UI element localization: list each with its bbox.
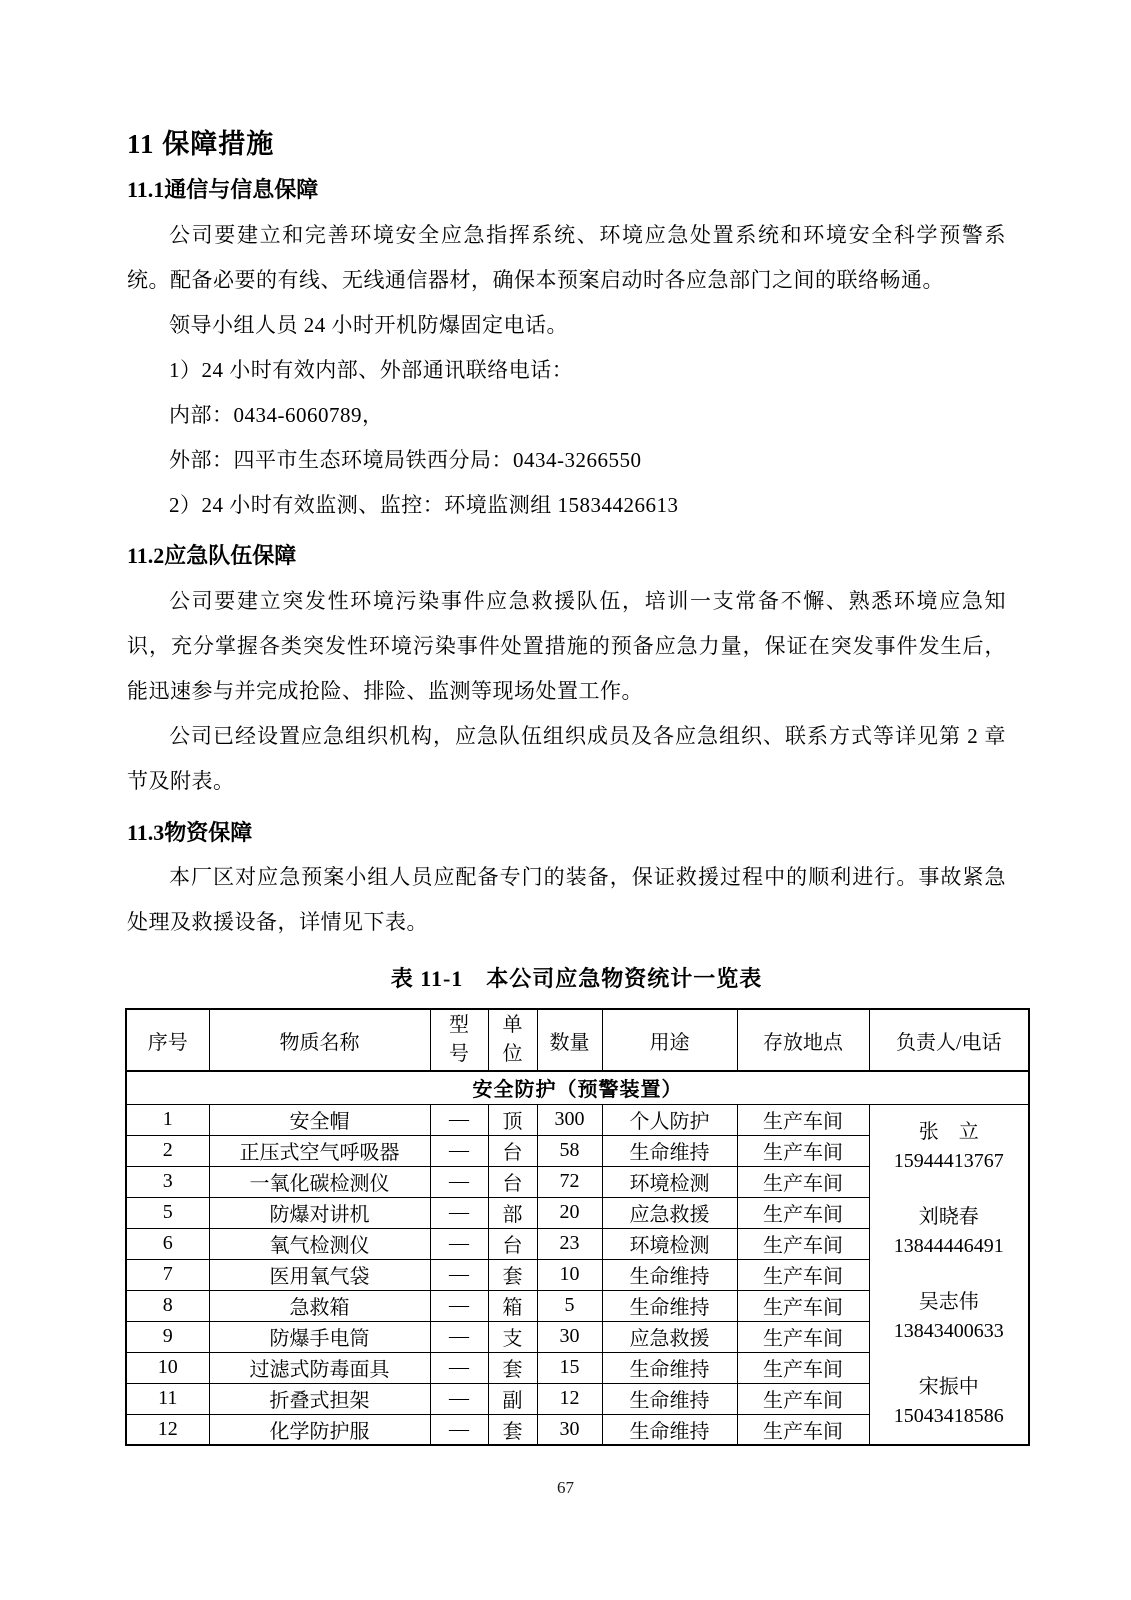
col-header-name: 物质名称 xyxy=(209,1009,430,1071)
cell-qty: 72 xyxy=(537,1166,602,1197)
cell-model: — xyxy=(430,1135,488,1166)
cell-use: 应急救援 xyxy=(602,1197,737,1228)
cell-no: 5 xyxy=(126,1197,209,1228)
contact-phone: 15043418586 xyxy=(893,1404,1004,1427)
cell-model: — xyxy=(430,1383,488,1414)
cell-model: — xyxy=(430,1166,488,1197)
cell-unit: 台 xyxy=(488,1228,537,1259)
cell-no: 2 xyxy=(126,1135,209,1166)
section-11-1-heading: 11.1通信与信息保障 xyxy=(127,177,319,203)
cell-model: — xyxy=(430,1197,488,1228)
cell-qty: 300 xyxy=(537,1104,602,1135)
contact-name: 宋振中 xyxy=(918,1375,979,1398)
cell-model: — xyxy=(430,1228,488,1259)
page-number: 67 xyxy=(557,1478,574,1497)
cell-location: 生产车间 xyxy=(737,1166,869,1197)
col-header-contact: 负责人/电话 xyxy=(869,1009,1029,1071)
contacts-cell xyxy=(869,1104,1029,1445)
cell-qty: 15 xyxy=(537,1352,602,1383)
cell-location: 生产车间 xyxy=(737,1414,869,1445)
cell-location: 生产车间 xyxy=(737,1321,869,1352)
contact-group xyxy=(872,1288,1027,1346)
cell-unit: 套 xyxy=(488,1259,537,1290)
contact-phone: 13844446491 xyxy=(893,1234,1004,1257)
col-header-use: 用途 xyxy=(602,1009,737,1071)
cell-name: 化学防护服 xyxy=(209,1414,430,1445)
cell-no: 9 xyxy=(126,1321,209,1352)
cell-location: 生产车间 xyxy=(737,1135,869,1166)
cell-location: 生产车间 xyxy=(737,1228,869,1259)
cell-unit: 箱 xyxy=(488,1290,537,1321)
cell-name: 防爆手电筒 xyxy=(209,1321,430,1352)
cell-no: 3 xyxy=(126,1166,209,1197)
supplies-table xyxy=(125,1008,1030,1446)
cell-no: 6 xyxy=(126,1228,209,1259)
cell-qty: 20 xyxy=(537,1197,602,1228)
cell-unit: 顶 xyxy=(488,1104,537,1135)
cell-location: 生产车间 xyxy=(737,1352,869,1383)
line-item-1: 1）24 小时有效内部、外部通讯联络电话： xyxy=(169,357,574,382)
cell-use: 生命维持 xyxy=(602,1135,737,1166)
contact-name: 吴志伟 xyxy=(918,1290,979,1313)
cell-use: 生命维持 xyxy=(602,1352,737,1383)
col-header-qty: 数量 xyxy=(537,1009,602,1071)
cell-location: 生产车间 xyxy=(737,1104,869,1135)
line-internal-phone: 内部：0434-6060789， xyxy=(169,402,384,427)
chapter-heading: 11 保障措施 xyxy=(127,129,275,159)
cell-qty: 30 xyxy=(537,1414,602,1445)
cell-name: 安全帽 xyxy=(209,1104,430,1135)
cell-use: 个人防护 xyxy=(602,1104,737,1135)
cell-unit: 副 xyxy=(488,1383,537,1414)
cell-unit: 套 xyxy=(488,1414,537,1445)
contact-phone: 13843400633 xyxy=(893,1319,1004,1342)
cell-use: 生命维持 xyxy=(602,1290,737,1321)
cell-name: 医用氧气袋 xyxy=(209,1259,430,1290)
table-header-row xyxy=(126,1009,1029,1071)
cell-name: 一氧化碳检测仪 xyxy=(209,1166,430,1197)
contact-name: 刘晓春 xyxy=(918,1205,979,1228)
cell-name: 防爆对讲机 xyxy=(209,1197,430,1228)
section-header-cell: 安全防护（预警装置） xyxy=(126,1071,1029,1104)
cell-location: 生产车间 xyxy=(737,1197,869,1228)
cell-qty: 12 xyxy=(537,1383,602,1414)
cell-model: — xyxy=(430,1290,488,1321)
line-leader-phone: 领导小组人员 24 小时开机防爆固定电话。 xyxy=(169,312,568,337)
cell-unit: 套 xyxy=(488,1352,537,1383)
contact-group xyxy=(872,1118,1027,1176)
paragraph-rescue-team: 公司要建立突发性环境污染事件应急救援队伍，培训一支常备不懈、熟悉环境应急知识，充分掌握各类突发性环境污染事件处置措施的预备应急力量，保证在突发事件发生后，能迅速参与并完成抢险、排险、监测等现场处置工作。 xyxy=(127,588,1006,703)
cell-name: 氧气检测仪 xyxy=(209,1228,430,1259)
cell-model: — xyxy=(430,1321,488,1352)
col-header-model-label: 型号 xyxy=(449,1014,469,1066)
cell-name: 折叠式担架 xyxy=(209,1383,430,1414)
col-header-unit xyxy=(488,1009,537,1071)
cell-model: — xyxy=(430,1352,488,1383)
cell-unit: 台 xyxy=(488,1135,537,1166)
paragraph-communication: 公司要建立和完善环境安全应急指挥系统、环境应急处置系统和环境安全科学预警系统。配备必要的有线、无线通信器材，确保本预案启动时各应急部门之间的联络畅通。 xyxy=(127,222,1006,292)
cell-use: 应急救援 xyxy=(602,1321,737,1352)
contact-group xyxy=(872,1373,1027,1431)
cell-qty: 5 xyxy=(537,1290,602,1321)
cell-model: — xyxy=(430,1104,488,1135)
col-header-unit-label: 单位 xyxy=(502,1014,523,1066)
cell-unit: 部 xyxy=(488,1197,537,1228)
cell-qty: 58 xyxy=(537,1135,602,1166)
cell-unit: 台 xyxy=(488,1166,537,1197)
cell-model: — xyxy=(430,1414,488,1445)
cell-qty: 10 xyxy=(537,1259,602,1290)
cell-no: 11 xyxy=(126,1383,209,1414)
cell-use: 生命维持 xyxy=(602,1259,737,1290)
cell-qty: 30 xyxy=(537,1321,602,1352)
col-header-no: 序号 xyxy=(126,1009,209,1071)
table-row xyxy=(126,1104,1029,1135)
cell-no: 1 xyxy=(126,1104,209,1135)
table-section-row xyxy=(126,1071,1029,1104)
line-external-phone: 外部：四平市生态环境局铁西分局：0434-3266550 xyxy=(169,447,642,472)
cell-model: — xyxy=(430,1259,488,1290)
paragraph-supplies: 本厂区对应急预案小组人员应配备专门的装备，保证救援过程中的顺利进行。事故紧急处理及救援设备，详情见下表。 xyxy=(127,865,1006,935)
contacts-stack xyxy=(872,1105,1027,1445)
cell-location: 生产车间 xyxy=(737,1259,869,1290)
cell-no: 10 xyxy=(126,1352,209,1383)
cell-use: 生命维持 xyxy=(602,1414,737,1445)
section-11-3-heading: 11.3物资保障 xyxy=(127,819,253,845)
table-caption: 表 11-1 本公司应急物资统计一览表 xyxy=(390,966,763,992)
cell-location: 生产车间 xyxy=(737,1290,869,1321)
cell-location: 生产车间 xyxy=(737,1383,869,1414)
cell-no: 8 xyxy=(126,1290,209,1321)
section-11-2-heading: 11.2应急队伍保障 xyxy=(127,543,297,569)
cell-name: 过滤式防毒面具 xyxy=(209,1352,430,1383)
line-item-2: 2）24 小时有效监测、监控：环境监测组 15834426613 xyxy=(169,492,679,517)
cell-no: 12 xyxy=(126,1414,209,1445)
col-header-model xyxy=(430,1009,488,1071)
contact-name: 张 立 xyxy=(918,1120,979,1143)
cell-use: 环境检测 xyxy=(602,1166,737,1197)
contact-group xyxy=(872,1203,1027,1261)
cell-use: 环境检测 xyxy=(602,1228,737,1259)
cell-use: 生命维持 xyxy=(602,1383,737,1414)
cell-qty: 23 xyxy=(537,1228,602,1259)
cell-name: 正压式空气呼吸器 xyxy=(209,1135,430,1166)
cell-unit: 支 xyxy=(488,1321,537,1352)
contact-phone: 15944413767 xyxy=(893,1149,1004,1172)
paragraph-org-structure: 公司已经设置应急组织机构，应急队伍组织成员及各应急组织、联系方式等详见第 2 章节及附表。 xyxy=(127,723,1006,793)
col-header-location: 存放地点 xyxy=(737,1009,869,1071)
cell-no: 7 xyxy=(126,1259,209,1290)
cell-name: 急救箱 xyxy=(209,1290,430,1321)
